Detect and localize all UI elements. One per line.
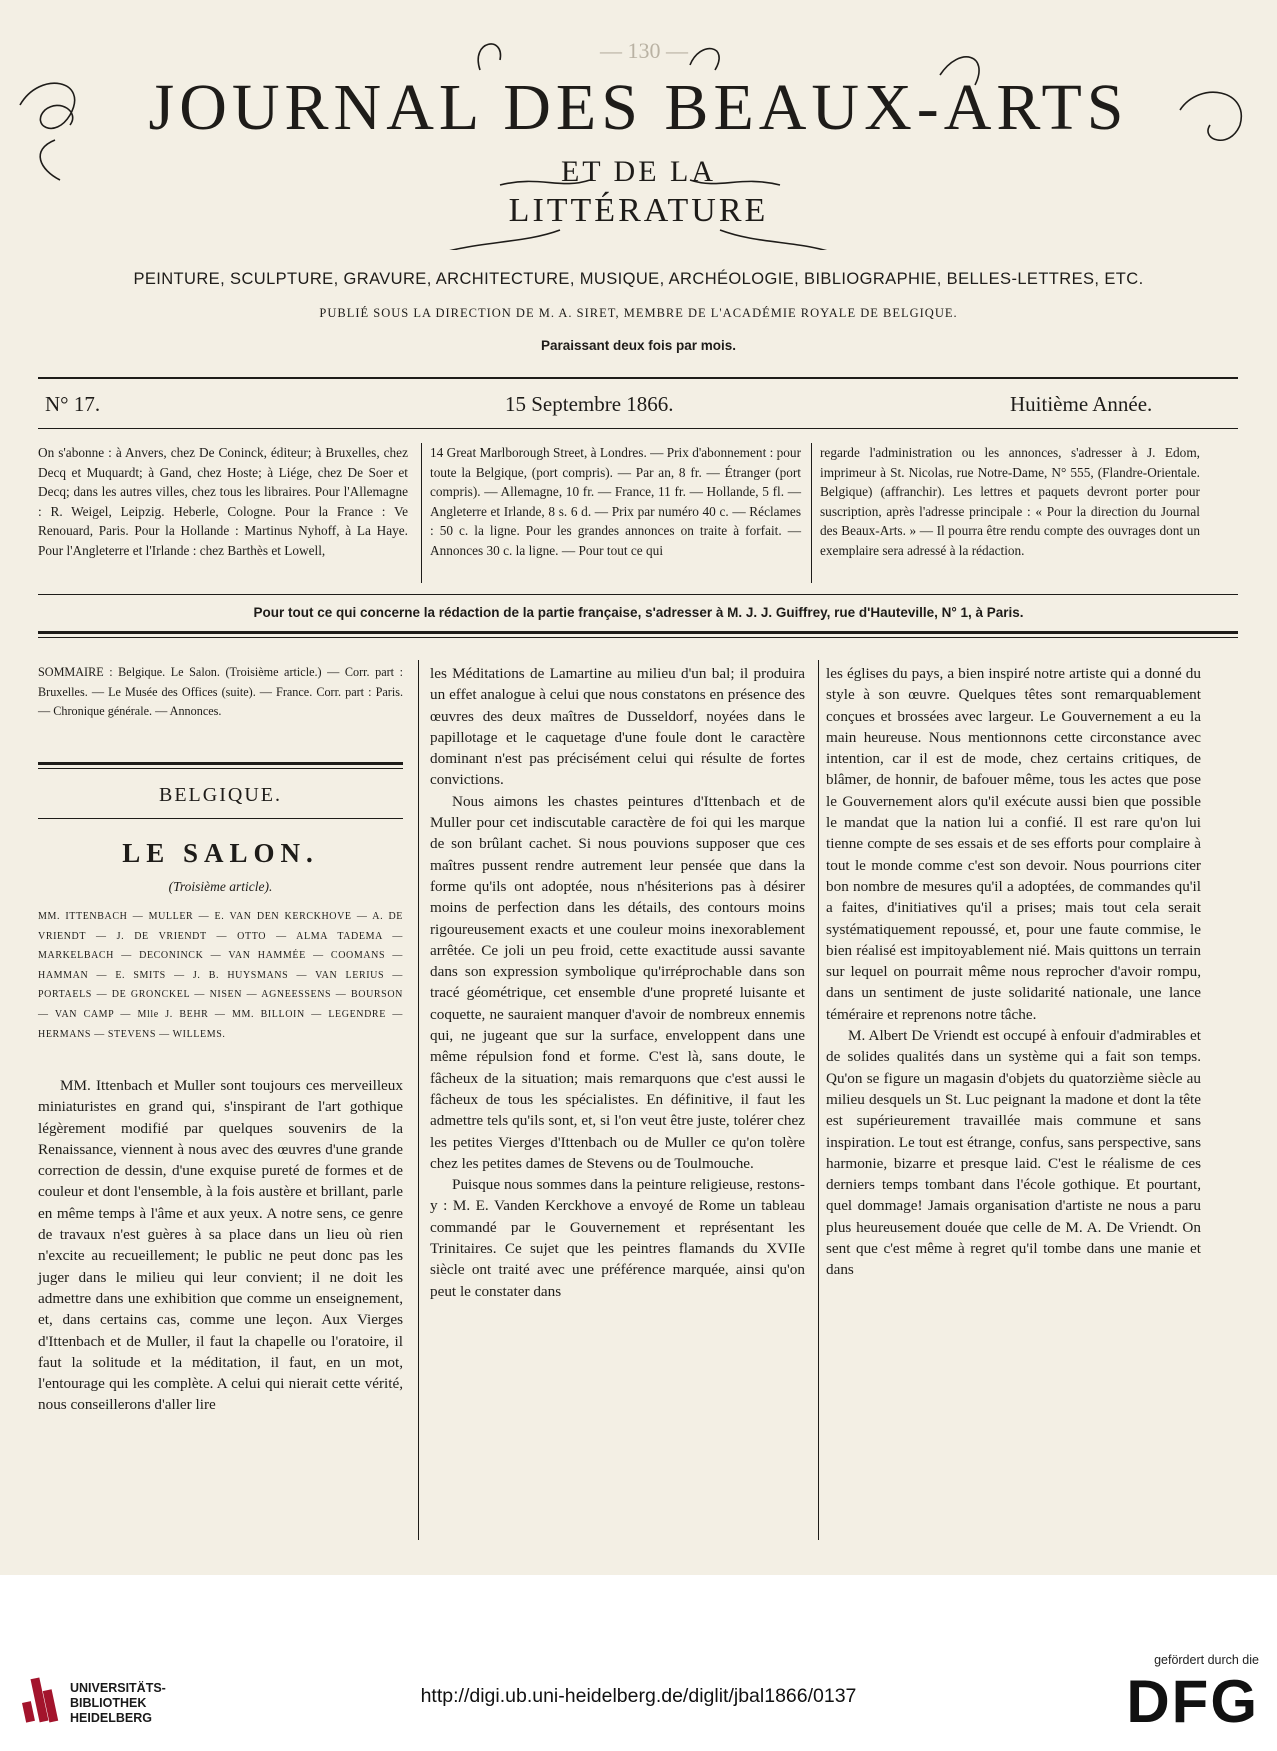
viewer-footer: [0, 1575, 1277, 1751]
administration-info: regarde l'administration ou les annonces, s'adresser à J. Edom, imprimeur à St. Nicolas, rue Notre-Dame, N° 555, (Flandre-Orientale. Belgique) (affranchir). Les lettres et paquets devront porter pour suscription, après l'adresse principale : « Pour la direction du Journal des Beaux-Arts. » — Il pourra être rendu compte des ouvrages dont un exemplaire sera adressé à la rédaction.: [820, 445, 1200, 558]
divider: [38, 631, 1238, 634]
artist-list: MM. ITTENBACH — MULLER — E. VAN DEN KERCKHOVE — A. DE VRIENDT — J. DE VRIENDT — OTTO — ALMA TADEMA — MARKELBACH — DECONINCK — VAN HAMMÉE — COOMANS — HAMMAN — E. SMITS — J. B. HUYSMANS — VAN LERIUS — PORTAELS — DE GRONCKEL — NISEN — AGNEESSENS — BOURSON — VAN CAMP — Mlle J. BEHR — MM. BILLOIN — LEGENDRE — HERMANS — STEVENS — WILLEMS.: [38, 911, 403, 1040]
article-body-right: [826, 663, 1201, 1281]
sommaire: SOMMAIRE : Belgique. Le Salon. (Troisième article.) — Corr. part : Bruxelles. — Le Musée des Offices (suite). — France. Corr. part : Paris. — Chronique générale. — Annonces.: [38, 665, 403, 718]
column-divider: [418, 660, 419, 1540]
masthead-subtitle-2: LITTÉRATURE: [508, 192, 769, 229]
paragraph: Nous aimons les chastes peintures d'Ittenbach et de Muller pour cet indiscutable caractère de foi qui les marque de son brûlant cachet. Si nous pouvions supposer que ces maîtres pussent rendre autrement leur pensée que dans la forme qu'ils ont adoptée, nous n'hésiterions pas à désirer moins de perfection dans les détails, des contours moins rigoureusement exacts et une couleur moins inexorablement arrêtée. Ce joli un peu froid, cette exactitude aussi savante dans son expression symbolique qu'irréprochable dans son tracé géométrique, cet ensemble d'une propreté luisante et coquette, ne sauraient manquer d'avoir de nombreux ennemis qui, ne jugeant que sur la surface, enveloppent dans une même répulsion fond et forme. C'est là, sans doute, le fâcheux de la situation; mais remarquons que c'est aussi le fâcheux de tous les spécialistes. En définitive, il faut les admettre tels qu'ils sont, et, si l'on veut être juste, tolérer chez les petites Vierges d'Ittenbach ou de Muller ce qu'on tolère chez les petites dames de Stevens ou de Toulmouche.: [430, 792, 805, 1172]
frequency-line: Paraissant deux fois par mois.: [540, 338, 737, 353]
paragraph: les églises du pays, a bien inspiré notre artiste qui a donné du style à son œuvre. Quelques têtes sont remarquablement conçues et brossées avec largeur. Le Gouvernement a eu la main heureuse. Nous mentionnons cette circonstance avec intention, car il est de mode, chez certains critiques, de blâmer, de honnir, de bafouer même, tous les actes que pose le Gouvernement alors qu'il exécute aussi bien que possible le mandat que la nation lui a confié. Il est rare qu'on lui tienne compte de ses essais et de ses efforts pour complaire à tout le monde comme c'est son devoir. Nous pourrions citer bon nombre de mesures qu'il a adoptées, de commandes qu'il a faites, d'initiatives qu'il a prises; mais tout cela serait systématiquement repoussé, et, pour une faute commise, le bien réalisé est impitoyablement nié. Mais quittons un terrain sur lequel on pourrait même nous reprocher d'avoir rompu, dans un sentiment de juste solidarité nationale, une lance téméraire et reprenons notre tâche.: [826, 665, 1201, 1023]
paragraph: les Méditations de Lamartine au milieu d'un bal; il produira un effet analogue à celui que nous constatons en présence des œuvres des deux maîtres de Dusseldorf, noyées dans le papillotage et le caquetage d'une foule dont le caractère dominant n'est pas précisément celui qui résulte de fortes convictions.: [430, 665, 805, 789]
article-body-middle: [430, 663, 805, 1302]
page-number-top: — 130 —: [600, 38, 688, 63]
sponsor-label: gefördert durch die: [1154, 1653, 1259, 1667]
issue-number: N° 17.: [45, 392, 101, 416]
section-heading: BELGIQUE.: [159, 784, 282, 806]
redaction-notice: Pour tout ce qui concerne la rédaction de la partie française, s'adresser à M. J. J. Guiffrey, rue d'Hauteville, N° 1, à Paris.: [253, 605, 1024, 620]
article-title: LE SALON.: [122, 838, 319, 868]
article-body-left: MM. Ittenbach et Muller sont toujours ces merveilleux miniaturistes en grand qui, s'inspirant de l'art gothique légèrement modifié par quelques souvenirs de la Renaissance, viennent à nous avec des œuvres d'une grande correction de dessin, d'une exquise pureté de formes et de couleur et dont l'ensemble, à la fois austère et brillant, parle en même temps à l'âme et aux yeux. A notre sens, ce genre de travaux n'est guères à sa place dans un lieu où rien n'excite au recueillement; le public ne peut donc pas les juger dans le milieu qui leur convient; il ne doit les admettre dans une exhibition que comme un enseignement, et, dans certains cas, comme une leçon. Aux Vierges d'Ittenbach et de Muller, il faut la chapelle ou l'oratoire, il faut la solitude et la méditation, il faut, en un mot, l'entourage qui les complète. A celui qui nierait cette vérité, nous conseillerons d'aller lire: [38, 1077, 403, 1414]
library-line: HEIDELBERG: [70, 1711, 152, 1725]
direction-line: PUBLIÉ SOUS LA DIRECTION DE M. A. SIRET, MEMBRE DE L'ACADÉMIE ROYALE DE BELGIQUE.: [319, 306, 958, 320]
divider: [38, 377, 1238, 379]
library-line: UNIVERSITÄTS-: [70, 1681, 166, 1695]
masthead-title: JOURNAL DES BEAUX-ARTS: [148, 71, 1129, 144]
masthead-subtitle-1: ET DE LA: [560, 155, 717, 188]
column-divider: [818, 660, 819, 1540]
price-info: 14 Great Marlborough Street, à Londres. — Prix d'abonnement : pour toute la Belgique, (port compris). — Par an, 8 fr. — Étranger (port compris). — Allemagne, 10 fr. — France, 11 fr. — Hollande, 5 fl. — Angleterre et Irlande, 8 s. 6 d. — Prix par numéro 40 c. — Réclames : 50 c. la ligne. Pour les grandes annonces on traite à forfait. — Annonces 30 c. la ligne. — Pour tout ce qui: [430, 445, 801, 558]
divider: [38, 637, 1238, 638]
dfg-logo[interactable]: DFG: [1126, 1668, 1259, 1735]
divider: [38, 428, 1238, 429]
paragraph: Puisque nous sommes dans la peinture religieuse, restons-y : M. E. Vanden Kerckhove a envoyé de Rome un tableau commandé par le Gouvernement et représentant les Trinitaires. Ce sujet que les peintres flamands du XVIIe siècle ont traité avec une préférence marquée, ainsi qu'on peut le constater dans: [430, 1176, 805, 1300]
column-divider: [811, 443, 812, 583]
paragraph: M. Albert De Vriendt est occupé à enfouir d'admirables et de solides qualités dans un système qui a fait son temps. Qu'on se figure un magasin d'objets du quatorzième siècle au milieu desquels un St. Luc peignant la madone et dont la tête est supérieurement travaillée mais commune et sans inspiration. Le tout est étrange, confus, sans perspective, sans harmonie, bizarre et presque laid. C'est le réalisme de ces derniers temps tombant dans l'école gothique. Et pourtant, quel dommage! Jamais organisation d'artiste ne nous a paru plus heureusement douée que celle de M. A. De Vriendt. On sent que c'est même à regret qu'il tombe dans une manie et dans: [826, 1027, 1201, 1279]
column-divider: [421, 443, 422, 583]
issue-year: Huitième Année.: [1010, 392, 1153, 416]
genres-line: PEINTURE, SCULPTURE, GRAVURE, ARCHITECTURE, MUSIQUE, ARCHÉOLOGIE, BIBLIOGRAPHIE, BELLES-LETTRES, ETC.: [133, 270, 1144, 288]
divider: [38, 818, 403, 819]
issue-date: 15 Septembre 1866.: [505, 392, 674, 416]
divider: [38, 594, 1238, 595]
library-line: BIBLIOTHEK: [70, 1696, 147, 1710]
article-subtitle: (Troisième article).: [168, 879, 273, 894]
divider: [38, 762, 403, 765]
subscription-info: On s'abonne : à Anvers, chez De Coninck, éditeur; à Bruxelles, chez Decq et Muquardt; à Gand, chez Hoste; à Liége, chez De Soer et Decq; dans les autres villes, chez tous les libraires. Pour l'Allemagne : R. Weigel, Leipzig. Heberle, Cologne. Pour la France : Ve Renouard, Paris. Pour la Hollande : Martinus Nyhoff, à La Haye. Pour l'Angleterre et l'Irlande : chez Barthès et Lowell,: [38, 445, 408, 558]
divider: [38, 768, 403, 769]
permalink-url[interactable]: http://digi.ub.uni-heidelberg.de/diglit/jbal1866/0137: [420, 1685, 857, 1707]
